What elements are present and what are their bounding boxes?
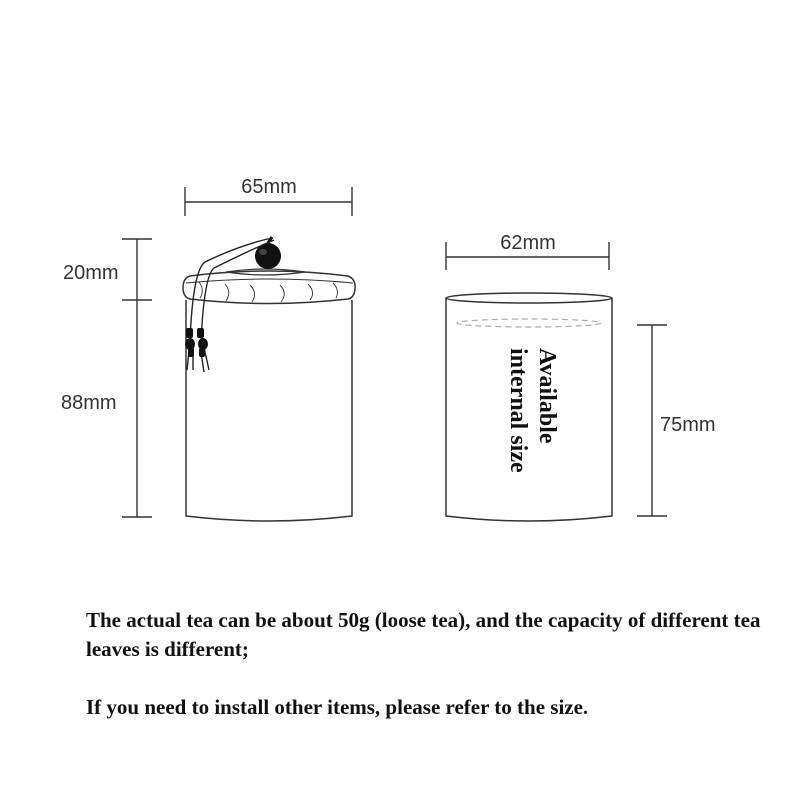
- usage-note: If you need to install other items, please refer to the size.: [86, 695, 589, 719]
- inner-caption-line2: internal size: [505, 348, 531, 473]
- dimension-height-left: [122, 239, 152, 517]
- jar-lid: [183, 269, 355, 304]
- inner-caption-line1: Available: [534, 348, 560, 444]
- body-height-label: 88mm: [61, 392, 117, 414]
- inner-height-label: 75mm: [660, 414, 716, 436]
- fill-level-dashed-line: [457, 319, 601, 327]
- width-label-right: 62mm: [500, 232, 556, 254]
- capacity-note: The actual tea can be about 50g (loose tea), and the capacity of different tea leaves is different;: [86, 608, 761, 661]
- string-beads: [185, 328, 208, 357]
- lid-height-label: 20mm: [63, 262, 119, 284]
- jar-body: [186, 300, 352, 521]
- width-label-left: 65mm: [241, 176, 297, 198]
